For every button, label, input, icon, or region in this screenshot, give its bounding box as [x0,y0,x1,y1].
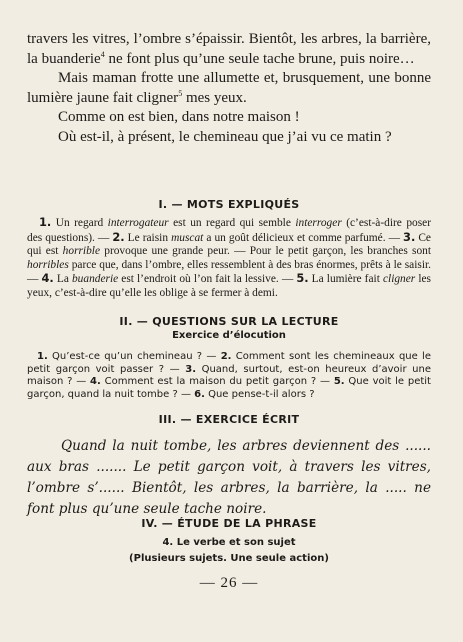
paragraph [27,69,431,108]
section-subtitle: Exercice d’élocution [172,330,286,341]
exercise-text: Quand la nuit tombe, les arbres deviennent des ...... aux bras ....... Le petit garçon voit, à travers les vitres, l’ombre s’...... Bientôt, les arbres, la barrière, la ..... ne font plus qu’une seule tache noire. [27,438,431,517]
lesson-subtitle: (Plusieurs sujets. Une seule action) [129,553,329,564]
reading-questions [27,351,431,402]
term: interroger [295,217,342,229]
paragraph [27,216,431,301]
question: Quand, surtout, est-on heureux d’avoir une maison ? — [27,363,431,388]
word-explanations [27,216,431,301]
text-run: Ce qui est [27,231,431,258]
item-number: 1. [39,215,52,229]
paragraph [27,30,431,69]
item-number: 4. [41,271,54,286]
section-heading: II. — QUESTIONS SUR LA LECTURE [119,315,339,328]
question: Qu’est-ce qu’un chemineau ? — [47,351,221,362]
item-number: 3. [403,229,416,244]
text-run: (c’est-à-dire poser des questions). — [27,217,431,244]
text-run: a un goût délicieux et comme parfumé. — [203,231,404,244]
text-run: La lumière fait [308,273,383,286]
text-run: est l’endroit où l’on fait la lessive. — [118,273,297,286]
item-number: 5. [333,376,345,388]
item-number: 2. [112,229,125,244]
text-run: Un regard [51,217,108,229]
reading-passage-end [27,30,431,147]
section-heading: I. — MOTS EXPLIQUÉS [158,198,300,211]
item-number: 2. [220,351,232,362]
question: Comment sont les chemineaux que le petit garçon voit passer ? — [27,351,431,375]
text-run: les yeux, c’est-à-dire qu’elle les oblige à se fermer à demi. [27,273,431,299]
text-run: ne font plus qu’une seule tache brune, puis noire… [104,50,415,67]
paragraph [27,351,431,402]
text-run: provoque une grande peur. — Pour le petit garçon, les branches sont [100,245,432,258]
item-number: 5. [296,271,309,286]
section-heading: IV. — ÉTUDE DE LA PHRASE [141,517,317,530]
item-number: 6. [194,389,205,401]
text-run: travers les vitres, l’ombre s’épaissir. Bientôt, les arbres, la barrière, la buanderie [27,31,431,67]
footnote-ref: 4 [100,49,105,59]
text-run: Le raisin [124,231,172,244]
text-run: mes yeux. [182,89,247,106]
item-number: 1. [37,351,48,362]
text-run: La [53,273,72,286]
lesson-title: 4. Le verbe et son sujet [162,537,296,548]
term: muscat [171,231,204,244]
page-number: — 26 — [199,575,259,591]
section-heading: III. — EXERCICE ÉCRIT [158,413,300,426]
paragraph: Comme on est bien, dans notre maison ! [58,109,300,125]
text-run: Mais maman frotte une allumette et, brusquement, une bonne lumière jaune fait cligner [27,70,431,106]
paragraph: Où est-il, à présent, le chemineau que j’ai vu ce matin ? [58,128,392,145]
footnote-ref: 5 [178,88,183,98]
item-number: 3. [185,363,196,375]
text-run: parce que, dans l’ombre, elles ressemblent à des bras énormes, prêts à le saisir. — [27,258,431,286]
term: cligner [382,273,416,286]
term: buanderie [71,273,119,286]
item-number: 4. [90,376,101,388]
question: Que pense-t-il alors ? [204,389,315,401]
term: horrible [62,245,101,258]
term: horribles [27,258,69,271]
question: Comment est la maison du petit garçon ? — [100,376,334,388]
question: Que voit le petit garçon, quand la nuit tombe ? — [27,376,431,401]
term: interrogateur [107,217,169,229]
text-run: est un regard qui semble [168,217,296,229]
written-exercise [27,436,431,520]
